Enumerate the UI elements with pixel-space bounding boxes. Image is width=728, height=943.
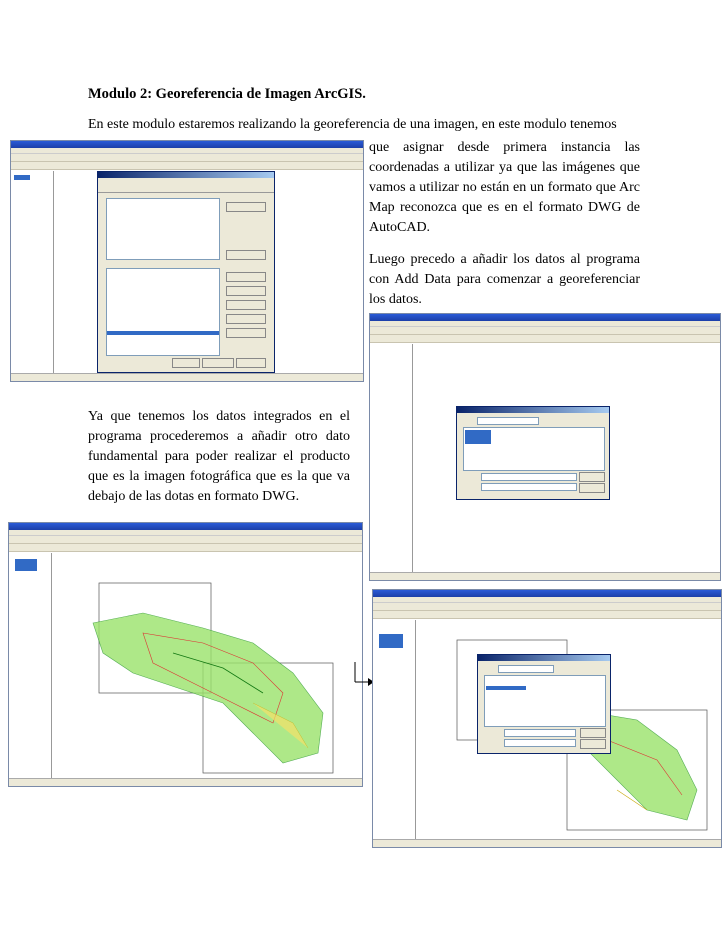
current-coordinate-system-box [106,198,220,260]
toolbar [373,603,721,611]
look-in-dropdown [477,417,539,425]
window-titlebar [373,590,721,597]
name-field [504,729,576,737]
table-of-contents [373,620,416,839]
cancel-button [202,358,234,368]
toolbar [9,544,362,552]
file-list [484,675,606,727]
status-bar [373,839,721,847]
page-heading: Modulo 2: Georeferencia de Imagen ArcGIS. [88,86,366,102]
table-of-contents [9,553,52,778]
right-paragraph-1: que asignar desde primera instancia las coordenadas a utilizar ya que las imágenes que vamos a utilizar no están en un formato que Arc Map reconozca que es en el formato DWG de AutoCAD. [369,140,640,235]
files-of-type-field [504,739,576,747]
selected-coordinate-system [107,331,219,335]
data-frame-properties-dialog [97,171,275,373]
cancel-button [579,483,605,493]
screenshot-data-frame-properties [10,140,364,382]
window-titlebar [11,141,363,148]
screenshot-add-data [369,313,721,581]
file-list [463,427,605,471]
window-titlebar [9,523,362,530]
dialog-caption [478,655,610,661]
toolbar [370,327,720,335]
window-titlebar [370,314,720,321]
clear-button [226,202,266,212]
toolbar [9,536,362,544]
add-to-favorites-button [226,314,266,324]
arrow-icon [352,662,374,692]
selected-file [486,686,526,690]
screenshot-dwg-data [8,522,363,787]
name-field [481,473,577,481]
left-paragraph: Ya que tenemos los datos integrados en el programa procederemos a añadir otro dato fundamental para poder realizar el producto que es la imagen fotográfica que es la que va debajo de las dotas en formato DWG. [88,409,350,504]
status-bar [370,572,720,580]
screenshot-add-image [372,589,722,848]
selected-files [465,430,491,444]
toc-layers-list [15,559,37,571]
files-of-type-field [481,483,577,491]
map-view [53,553,360,778]
intro-line: En este modulo estaremos realizando la georeferencia de una imagen, en este modulo tenemos [88,117,617,132]
add-button [579,472,605,482]
right-paragraph-2: Luego precedo a añadir los datos al programa con Add Data para comenzar a georeferenciar los datos. [369,252,640,307]
coordinate-system-list [106,268,220,356]
add-button [580,728,606,738]
remove-from-favorites-button [226,328,266,338]
modify-button [226,272,266,282]
import-button [226,286,266,296]
toc-layers-list [379,634,403,648]
add-data-dialog [456,406,610,500]
toolbar [11,162,363,170]
dwg-map-drawing [53,553,360,778]
right-text-column [369,138,640,322]
dialog-tabs [98,178,274,193]
table-of-contents [11,171,54,373]
add-data-dialog [477,654,611,754]
toolbar [11,154,363,162]
look-in-dropdown [498,665,554,673]
dialog-caption [457,407,609,413]
cancel-button [580,739,606,749]
ok-button [172,358,200,368]
apply-button [236,358,266,368]
toolbar [373,611,721,619]
table-of-contents [370,344,413,572]
transformations-button [226,250,266,260]
toc-layers-item [14,175,30,180]
status-bar [9,778,362,786]
new-button [226,300,266,310]
toolbar [370,335,720,343]
status-bar [11,373,363,381]
